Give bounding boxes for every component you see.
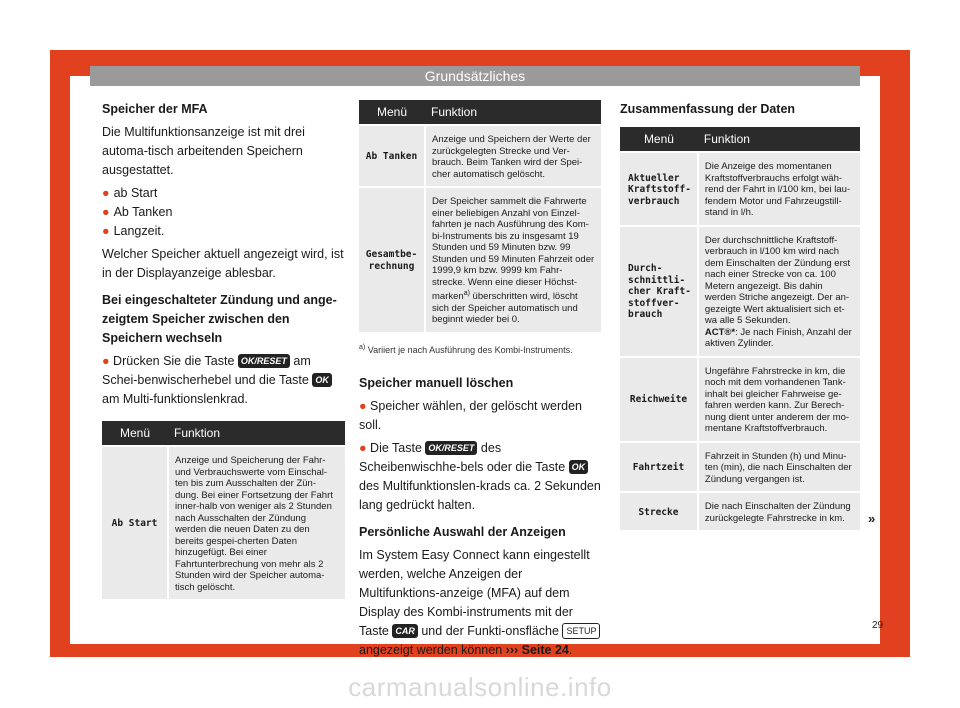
table-tanken-gesamt bbox=[359, 100, 601, 332]
table-row bbox=[620, 152, 860, 226]
column-3 bbox=[620, 100, 860, 530]
menu-cell: Durch-schnittli-cher Kraft-stoffver-brauch bbox=[620, 226, 698, 357]
bullet-list bbox=[102, 184, 345, 241]
continue-arrow-icon: » bbox=[868, 511, 876, 526]
table-row bbox=[620, 226, 860, 357]
display-text: Welcher Speicher aktuell angezeigt wird, ist in der Displayanzeige ablesbar. bbox=[102, 247, 344, 280]
okreset-key-icon: OK/RESET bbox=[238, 354, 290, 368]
subheading-wechseln: Bei eingeschalteter Zündung und ange-zeigtem Speicher zwischen den Speichern wechseln bbox=[102, 293, 337, 345]
table-row bbox=[359, 125, 601, 187]
heading-persoenliche-auswahl: Persönliche Auswahl der Anzeigen bbox=[359, 524, 566, 539]
list-item: ● ab Start bbox=[102, 186, 158, 200]
heading-manuell-loeschen: Speicher manuell löschen bbox=[359, 375, 514, 390]
column-header-menu: Menü bbox=[620, 127, 698, 152]
okreset-key-icon: OK/RESET bbox=[425, 441, 477, 455]
column-2 bbox=[359, 100, 601, 660]
car-key-icon: CAR bbox=[392, 624, 418, 638]
intro-text: Die Multifunktionsanzeige ist mit drei automa-tisch arbeitenden Speichern ausgestattet. bbox=[102, 125, 305, 177]
menu-cell: Ab Tanken bbox=[359, 125, 425, 187]
list-item: ● Langzeit. bbox=[102, 224, 165, 238]
function-cell: Die nach Einschalten der Zündung zurückgelegte Fahrstrecke in km. bbox=[698, 492, 860, 530]
ok-key-icon: OK bbox=[312, 373, 332, 387]
column-header-funktion: Funktion bbox=[425, 100, 601, 125]
ok-key-icon: OK bbox=[569, 460, 589, 474]
heading-speicher: Speicher der MFA bbox=[102, 102, 208, 116]
menu-cell: Strecke bbox=[620, 492, 698, 530]
column-header-menu: Menü bbox=[102, 421, 168, 446]
instruction-text: ● Drücken Sie die Taste OK/RESET am Schei-benwischerhebel und die Taste OK am Multi-funktionslenkrad. bbox=[102, 352, 345, 409]
table-ab-start bbox=[102, 421, 345, 599]
menu-cell: Aktueller Kraftstoff-verbrauch bbox=[620, 152, 698, 226]
watermark: carmanualsonline.info bbox=[348, 672, 612, 702]
function-cell: Die Anzeige des momentanen Kraftstoffverbrauchs erfolgt wäh-rend der Fahrt in l/100 km, bei lau-fendem Motor und Fahrzeugstill-stand in l/h. bbox=[698, 152, 860, 226]
bullet-icon: ● bbox=[359, 398, 367, 413]
list-item: ● Ab Tanken bbox=[102, 205, 173, 219]
bullet-icon: ● bbox=[102, 205, 110, 219]
menu-cell: Ab Start bbox=[102, 446, 168, 599]
table-row bbox=[620, 492, 860, 530]
auswahl-text: Im System Easy Connect kann eingestellt werden, welche Anzeigen der Multifunktions-anzeige (MFA) auf dem Display des Kombi-instruments mit der Taste CAR und der Funkti-onsfläche SETUP angezeigt werden können ››› Seite 24. bbox=[359, 546, 601, 660]
menu-cell: Reichweite bbox=[620, 357, 698, 442]
function-cell: Der durchschnittliche Kraftstoff-verbrauch in l/100 km wird nach dem Einschalten der Zündung erst nach einer Strecke von ca. 100 Metern angezeigt. Bis dahin werden Striche angezeigt. Der an-gezeigte Wert aktualisiert sich et-wa alle 5 Sekunden. ACT®*: Je nach Finish, Anzahl der aktiven Zylinder. bbox=[698, 226, 860, 357]
menu-cell: Fahrtzeit bbox=[620, 442, 698, 493]
column-1 bbox=[102, 100, 345, 599]
function-cell: Der Speicher sammelt die Fahrwerte einer beliebigen Anzahl von Einzel-fahrten je nach Ausführung des Kom-bi-Instruments bis zu insgesamt 19 Stunden und 59 Minuten bzw. 99 Stunden und 59 Minuten Fahrzeit oder 1999,9 km bzw. 9999 km Fahr-strecke. Wenn eine dieser Höchst-marken$^{a)}$ überschritten wird, löscht sich der Speicher automatisch und beginnt wieder bei 0. bbox=[425, 187, 601, 332]
function-cell: Ungefähre Fahrstrecke in km, die noch mit dem vorhandenen Tank-inhalt bei gleicher Fahrweise ge-fahren werden kann. Zur Berech-nung dient unter anderem der mo-mentane Kraftstoffverbrauch. bbox=[698, 357, 860, 442]
function-cell: Anzeige und Speicherung der Fahr-und Verbrauchswerte vom Einschal-ten bis zum Ausschalten der Zün-dung. Bei einer Fortsetzung der Fahrt inner-halb von weniger als 2 Stunden nach Ausschalten der Zündung werden die neuen Daten zu den bereits gespei-cherten Daten hinzugefügt. Bei einer Fahrtunterbrechung von mehr als 2 Stunden wird der Speicher automa-tisch gelöscht. bbox=[168, 446, 345, 599]
function-cell: Anzeige und Speichern der Werte der zurückgelegten Strecke und Ver-brauch. Beim Tanken wird der Spei-cher automatisch gelöscht. bbox=[425, 125, 601, 187]
section-header: Grundsätzliches bbox=[90, 66, 860, 86]
table-row bbox=[102, 446, 345, 599]
column-header-funktion: Funktion bbox=[698, 127, 860, 152]
bullet-select-memory: ● Speicher wählen, der gelöscht werden soll. bbox=[359, 398, 582, 432]
page-number: 29 bbox=[872, 620, 884, 631]
heading-zusammenfassung: Zusammenfassung der Daten bbox=[620, 102, 796, 116]
bullet-icon: ● bbox=[102, 224, 110, 238]
function-cell: Fahrzeit in Stunden (h) und Minu-ten (min), die nach Einschalten der Zündung vergangen ist. bbox=[698, 442, 860, 493]
column-header-menu: Menü bbox=[359, 100, 425, 125]
column-header-funktion: Funktion bbox=[168, 421, 345, 446]
table-row bbox=[620, 357, 860, 442]
setup-key-icon: SETUP bbox=[562, 623, 600, 639]
bullet-icon: ● bbox=[102, 186, 110, 200]
bullet-icon: ● bbox=[102, 354, 110, 368]
bullet-press-key: ● Die Taste OK/RESET des Scheibenwischhe-bels oder die Taste OK des Multifunktionslen-krads ca. 2 Sekunden lang gedrückt halten. bbox=[359, 440, 601, 512]
table-row bbox=[620, 442, 860, 493]
table-zusammenfassung bbox=[620, 127, 860, 530]
menu-cell: Gesamtbe-rechnung bbox=[359, 187, 425, 332]
bullet-icon: ● bbox=[359, 440, 367, 455]
page-reference-link[interactable]: ››› Seite 24 bbox=[505, 642, 569, 657]
footnote: $^{a)}$ Variiert je nach Ausführung des Kombi-Instruments. bbox=[359, 343, 573, 355]
table-row bbox=[359, 187, 601, 332]
